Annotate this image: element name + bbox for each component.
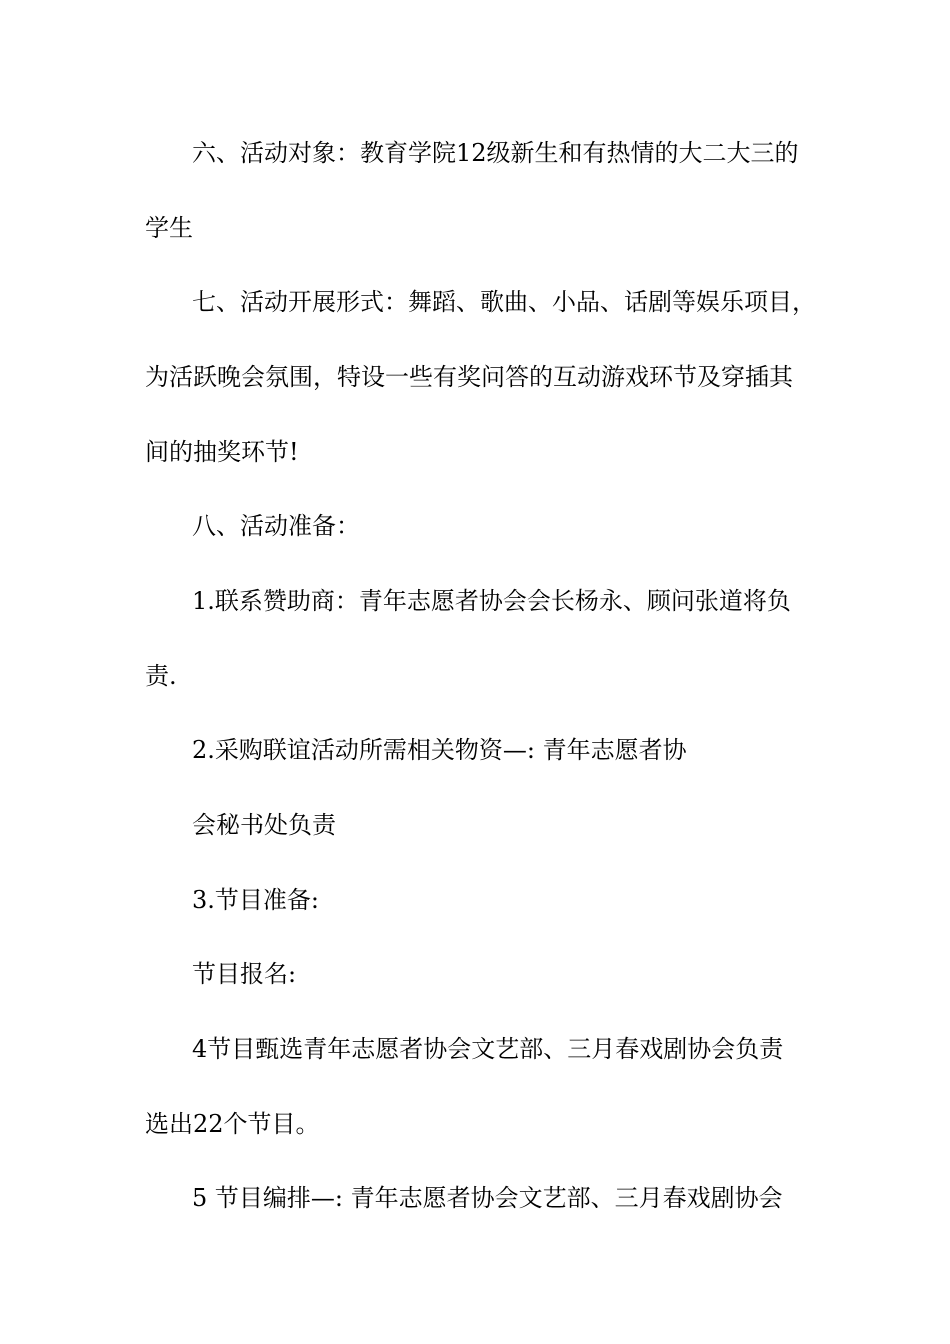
section-eight-heading: 八、活动准备： — [192, 512, 360, 540]
paragraph-seven-line-1: 七、活动开展形式：舞蹈、歌曲、小品、话剧等娱乐项目， — [192, 288, 816, 316]
item-1-line-1: 1.联系赞助商：青年志愿者协会会长杨永、顾问张道将负 — [192, 587, 791, 615]
item-1-line-2: 责. — [145, 662, 177, 690]
paragraph-seven-line-3: 间的抽奖环节! — [145, 438, 299, 466]
item-2-line-1: 2.采购联谊活动所需相关物资—: 青年志愿者协 — [192, 736, 687, 764]
item-4-line-1: 4节目甄选青年志愿者协会文艺部、三月春戏剧协会负责 — [192, 1035, 784, 1063]
item-2-line-2: 会秘书处负责 — [192, 811, 336, 839]
paragraph-six-line-1: 六、活动对象：教育学院12级新生和有热情的大二大三的 — [192, 139, 799, 167]
item-5-line-1: 5 节目编排—: 青年志愿者协会文艺部、三月春戏剧协会 — [192, 1184, 783, 1212]
item-4-line-2: 选出22个节目。 — [145, 1110, 320, 1138]
item-3-heading: 3.节目准备: — [192, 886, 319, 914]
paragraph-six-line-2: 学生 — [145, 214, 193, 242]
program-registration: 节目报名: — [192, 960, 297, 988]
paragraph-seven-line-2: 为活跃晚会氛围，特设一些有奖问答的互动游戏环节及穿插其 — [145, 363, 793, 391]
